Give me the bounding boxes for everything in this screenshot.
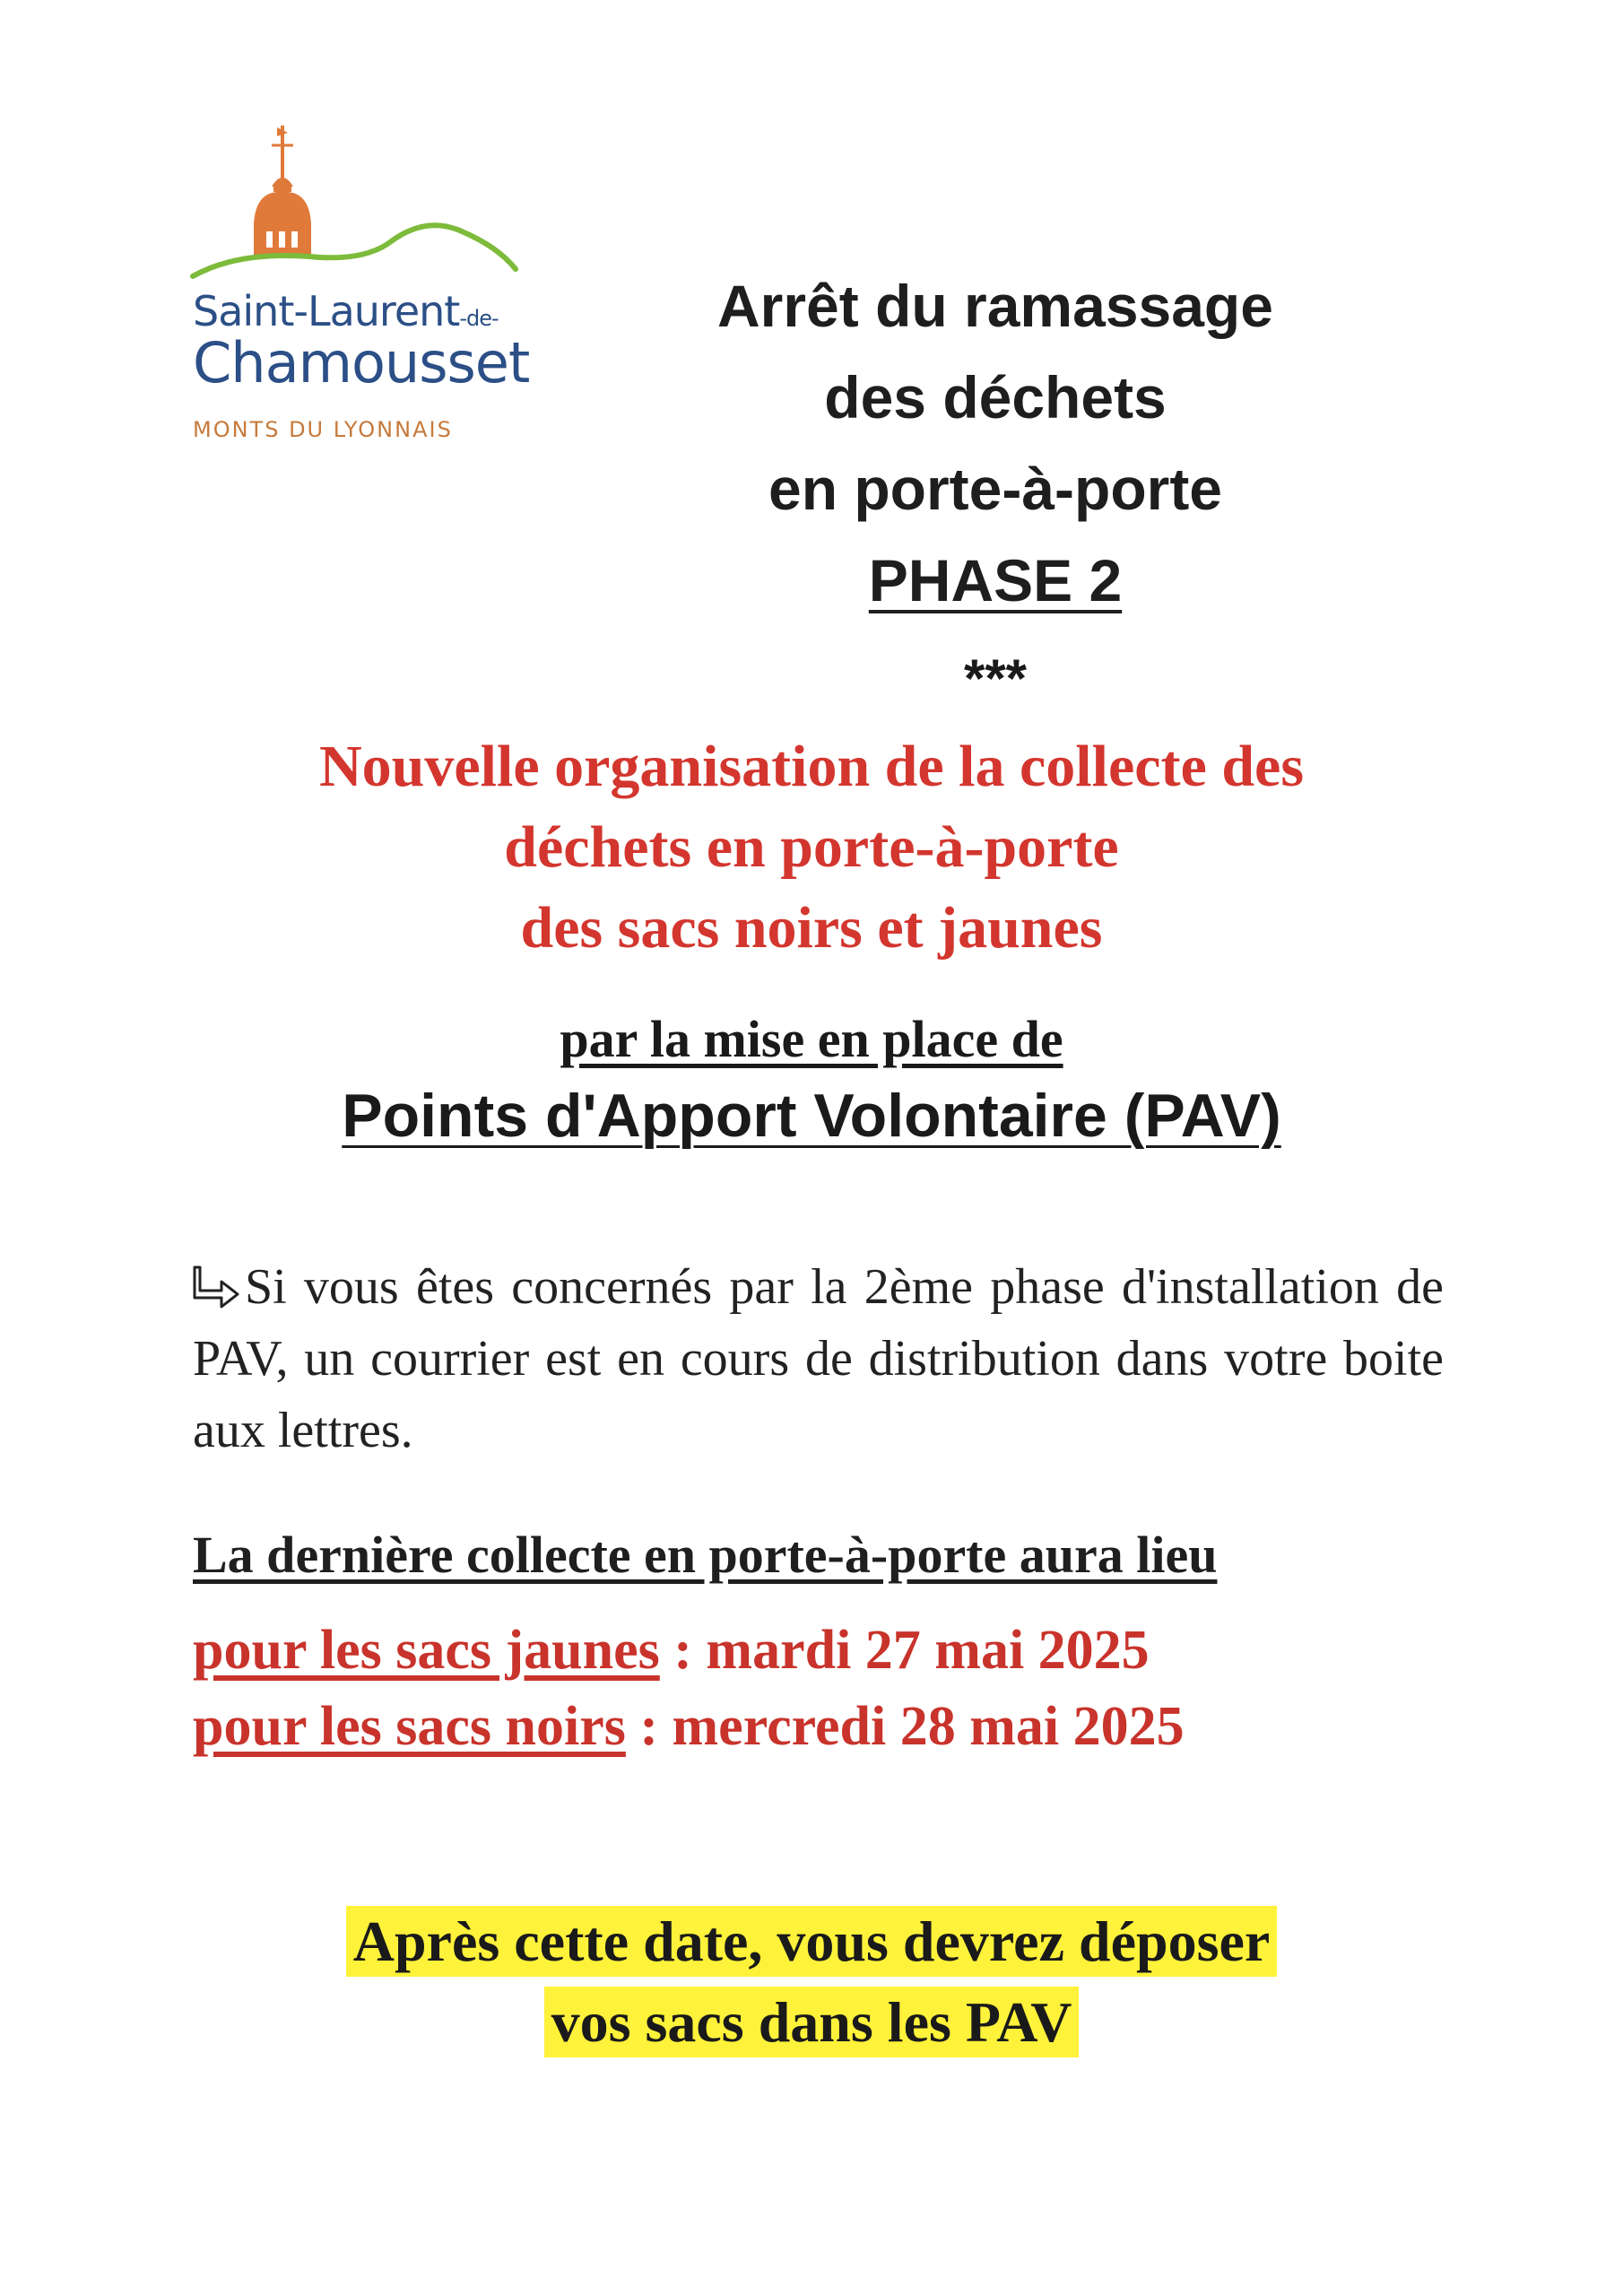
main-title xyxy=(556,260,1435,626)
notice-line1: Après cette date, vous devrez déposer xyxy=(346,1906,1278,1977)
arrow-right-icon xyxy=(193,1264,243,1309)
date-separator: : xyxy=(625,1696,673,1757)
date-separator: : xyxy=(659,1620,707,1681)
derniere-collecte-heading: La dernière collecte en porte-à-porte aura lieu xyxy=(193,1526,1218,1584)
pav-title: Points d'Apport Volontaire (PAV) xyxy=(342,1082,1281,1150)
date-value: mardi 27 mai 2025 xyxy=(706,1620,1150,1681)
title-line1: Arrêt du ramassage xyxy=(717,273,1273,339)
red-heading xyxy=(179,726,1444,969)
after-date-notice xyxy=(179,1901,1444,2063)
phase-label: PHASE 2 xyxy=(868,547,1123,613)
notice-line2: vos sacs dans les PAV xyxy=(544,1987,1080,2057)
red-heading-line2: déchets en porte-à-porte xyxy=(504,814,1119,880)
logo-subtitle: MONTS DU LYONNAIS xyxy=(193,417,453,442)
red-heading-line1: Nouvelle organisation de la collecte des xyxy=(318,734,1305,799)
mise-en-place-text: par la mise en place de xyxy=(560,1010,1063,1068)
logo-town-line1: Saint-Laurent xyxy=(193,287,460,335)
town-logo xyxy=(184,117,534,457)
logo-town-name xyxy=(193,287,530,396)
red-heading-line3: des sacs noirs et jaunes xyxy=(520,895,1103,961)
church-hills-logo-icon xyxy=(184,117,534,296)
date-line-noirs xyxy=(193,1695,1466,1759)
date-label: pour les sacs noirs xyxy=(193,1696,626,1757)
info-text: Si vous êtes concernés par la 2ème phase d'installation de PAV, un courrier est en cours de distribution dans votre boite aux lettres. xyxy=(193,1259,1444,1458)
logo-town-particle: -de- xyxy=(459,306,499,331)
logo-town-line2: Chamousset xyxy=(193,330,530,396)
separator-stars: *** xyxy=(963,648,1028,709)
date-label: pour les sacs jaunes xyxy=(193,1620,660,1681)
title-line3: en porte-à-porte xyxy=(768,456,1223,522)
date-value: mercredi 28 mai 2025 xyxy=(672,1696,1185,1757)
title-line2: des déchets xyxy=(824,364,1167,430)
date-line-jaunes xyxy=(193,1619,1466,1683)
info-paragraph xyxy=(193,1251,1444,1466)
